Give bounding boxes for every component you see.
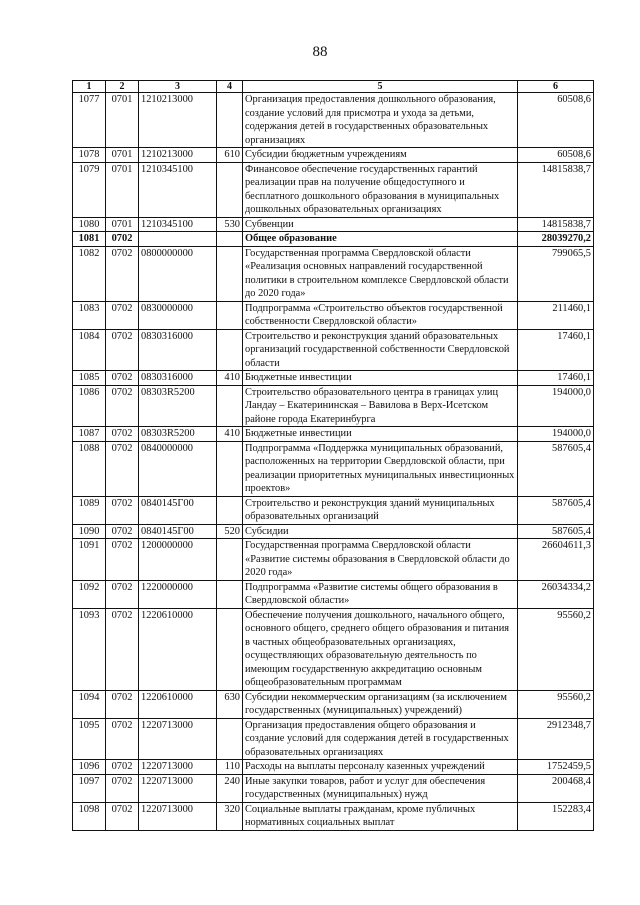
table-cell-c5: Расходы на выплаты персоналу казенных учреждений (243, 760, 518, 775)
table-cell-c2: 0702 (106, 774, 139, 802)
table-cell-c6: 587605,4 (518, 441, 594, 496)
table-cell-c5: Бюджетные инвестиции (243, 427, 518, 442)
table-cell-c2: 0701 (106, 162, 139, 217)
table-row (73, 427, 594, 442)
table-cell-c2: 0702 (106, 580, 139, 608)
table-cell-c6: 28039270,2 (518, 232, 594, 247)
table-cell-c3: 08303R5200 (139, 385, 217, 427)
table-cell-c1: 1082 (73, 246, 106, 301)
table-cell-c3: 1210345100 (139, 217, 217, 232)
table-cell-c1: 1096 (73, 760, 106, 775)
table-row (73, 385, 594, 427)
table-cell-c2: 0702 (106, 385, 139, 427)
table-cell-c3: 0830000000 (139, 301, 217, 329)
table-cell-c3: 0830316000 (139, 329, 217, 371)
table-cell-c5: Иные закупки товаров, работ и услуг для обеспечения государственных (муниципальных) нужд (243, 774, 518, 802)
table-cell-c4 (217, 232, 243, 247)
column-header: 6 (518, 81, 594, 93)
table-cell-c2: 0702 (106, 441, 139, 496)
table-cell-c6: 2912348,7 (518, 718, 594, 760)
table-cell-c1: 1083 (73, 301, 106, 329)
table-cell-c6: 799065,5 (518, 246, 594, 301)
table-cell-c2: 0701 (106, 93, 139, 148)
table-cell-c1: 1093 (73, 608, 106, 690)
table-row (73, 539, 594, 581)
table-cell-c2: 0702 (106, 232, 139, 247)
table-cell-c1: 1077 (73, 93, 106, 148)
table-cell-c5: Субвенции (243, 217, 518, 232)
table-cell-c3: 0830316000 (139, 371, 217, 386)
table-cell-c4: 530 (217, 217, 243, 232)
table-row (73, 580, 594, 608)
table-cell-c5: Организация предоставления дошкольного образования, создание условий для присмотра и ухода за детьми, содержания детей в государственных образовательных организациях (243, 93, 518, 148)
table-cell-c5: Подпрограмма «Поддержка муниципальных образований, расположенных на территории Свердловской области, при реализации приоритетных муниципальных инвестиционных проектов» (243, 441, 518, 496)
table-cell-c5: Общее образование (243, 232, 518, 247)
table-body (73, 93, 594, 831)
table-cell-c6: 26604611,3 (518, 539, 594, 581)
table-cell-c5: Субсидии бюджетным учреждениям (243, 148, 518, 163)
column-header: 2 (106, 81, 139, 93)
table-cell-c2: 0702 (106, 496, 139, 524)
table-cell-c4 (217, 496, 243, 524)
table-row (73, 93, 594, 148)
table-cell-c1: 1097 (73, 774, 106, 802)
table-cell-c4 (217, 93, 243, 148)
table-cell-c1: 1094 (73, 690, 106, 718)
table-cell-c1: 1086 (73, 385, 106, 427)
table-row (73, 774, 594, 802)
table-cell-c2: 0702 (106, 608, 139, 690)
table-cell-c5: Государственная программа Свердловской области «Реализация основных направлений государственной политики в строительном комплексе Свердловской области до 2020 года» (243, 246, 518, 301)
table-cell-c4: 320 (217, 802, 243, 830)
table-cell-c6: 200468,4 (518, 774, 594, 802)
table-row (73, 690, 594, 718)
table-cell-c1: 1098 (73, 802, 106, 830)
table-cell-c3: 0840000000 (139, 441, 217, 496)
table-cell-c2: 0702 (106, 301, 139, 329)
table-cell-c3: 08303R5200 (139, 427, 217, 442)
table-cell-c3: 1220713000 (139, 774, 217, 802)
table-cell-c6: 26034334,2 (518, 580, 594, 608)
table-cell-c3: 1220713000 (139, 802, 217, 830)
table-cell-c1: 1079 (73, 162, 106, 217)
table-row (73, 371, 594, 386)
table-cell-c2: 0701 (106, 148, 139, 163)
table-row (73, 148, 594, 163)
table-row (73, 232, 594, 247)
table-row (73, 760, 594, 775)
table-cell-c2: 0702 (106, 718, 139, 760)
column-header: 3 (139, 81, 217, 93)
budget-table (72, 80, 594, 831)
table-header-row (73, 81, 594, 93)
column-header: 5 (243, 81, 518, 93)
table-cell-c5: Социальные выплаты гражданам, кроме публичных нормативных социальных выплат (243, 802, 518, 830)
table-cell-c1: 1078 (73, 148, 106, 163)
table-row (73, 718, 594, 760)
table-cell-c5: Организация предоставления общего образования и создание условий для содержания детей в государственных образовательных организациях (243, 718, 518, 760)
table-cell-c4: 110 (217, 760, 243, 775)
table-cell-c4 (217, 608, 243, 690)
table-cell-c3: 1220610000 (139, 690, 217, 718)
table-cell-c3: 1220000000 (139, 580, 217, 608)
table-cell-c2: 0702 (106, 690, 139, 718)
table-cell-c1: 1087 (73, 427, 106, 442)
column-header: 4 (217, 81, 243, 93)
table-cell-c1: 1088 (73, 441, 106, 496)
table-cell-c5: Строительство образовательного центра в границах улиц Ландау – Екатерининская – Вавилова в Верх-Исетском районе города Екатеринбурга (243, 385, 518, 427)
table-cell-c6: 95560,2 (518, 608, 594, 690)
table-cell-c4 (217, 718, 243, 760)
table-cell-c4: 410 (217, 427, 243, 442)
table-cell-c2: 0702 (106, 427, 139, 442)
table-cell-c5: Финансовое обеспечение государственных гарантий реализации прав на получение общедоступного и бесплатного дошкольного образования в муниципальных дошкольных образовательных организациях (243, 162, 518, 217)
table-cell-c5: Подпрограмма «Развитие системы общего образования в Свердловской области» (243, 580, 518, 608)
table-cell-c6: 194000,0 (518, 427, 594, 442)
table-cell-c3 (139, 232, 217, 247)
table-cell-c6: 587605,4 (518, 524, 594, 539)
table-row (73, 162, 594, 217)
table-cell-c1: 1081 (73, 232, 106, 247)
table-cell-c4 (217, 539, 243, 581)
table-cell-c6: 211460,1 (518, 301, 594, 329)
table-cell-c5: Строительство и реконструкция зданий образовательных организаций государственной собственности Свердловской области (243, 329, 518, 371)
table-cell-c5: Субсидии некоммерческим организациям (за исключением государственных (муниципальных) учреждений) (243, 690, 518, 718)
table-cell-c5: Субсидии (243, 524, 518, 539)
table-cell-c1: 1084 (73, 329, 106, 371)
table-cell-c3: 1210345100 (139, 162, 217, 217)
table-cell-c6: 17460,1 (518, 371, 594, 386)
table-cell-c2: 0702 (106, 371, 139, 386)
table-cell-c3: 1220713000 (139, 718, 217, 760)
table-cell-c6: 60508,6 (518, 93, 594, 148)
table-cell-c3: 0800000000 (139, 246, 217, 301)
table-cell-c6: 14815838,7 (518, 162, 594, 217)
table-cell-c3: 1220713000 (139, 760, 217, 775)
table-cell-c1: 1095 (73, 718, 106, 760)
table-cell-c4: 240 (217, 774, 243, 802)
table-cell-c6: 194000,0 (518, 385, 594, 427)
table-row (73, 802, 594, 830)
table-cell-c4: 630 (217, 690, 243, 718)
table-cell-c5: Подпрограмма «Строительство объектов государственной собственности Свердловской области» (243, 301, 518, 329)
table-cell-c6: 587605,4 (518, 496, 594, 524)
table-cell-c6: 17460,1 (518, 329, 594, 371)
table-cell-c4 (217, 441, 243, 496)
table-cell-c1: 1090 (73, 524, 106, 539)
table-cell-c6: 60508,6 (518, 148, 594, 163)
table-cell-c1: 1089 (73, 496, 106, 524)
table-cell-c6: 95560,2 (518, 690, 594, 718)
table-cell-c4 (217, 580, 243, 608)
table-cell-c5: Обеспечение получения дошкольного, начального общего, основного общего, среднего общего образования и питания в частных общеобразовательных организациях, осуществляющих образовательную деятельность по имеющим государственную аккредитацию основным общеобразовательным программам (243, 608, 518, 690)
table-cell-c5: Бюджетные инвестиции (243, 371, 518, 386)
table-cell-c4: 520 (217, 524, 243, 539)
table-cell-c3: 1210213000 (139, 148, 217, 163)
table-cell-c1: 1085 (73, 371, 106, 386)
table-cell-c6: 1752459,5 (518, 760, 594, 775)
table-cell-c3: 1210213000 (139, 93, 217, 148)
table-cell-c2: 0702 (106, 246, 139, 301)
table-cell-c2: 0702 (106, 802, 139, 830)
table-cell-c4 (217, 301, 243, 329)
table-cell-c4 (217, 246, 243, 301)
table-row (73, 301, 594, 329)
table-cell-c3: 1220610000 (139, 608, 217, 690)
table-cell-c1: 1080 (73, 217, 106, 232)
table-cell-c2: 0701 (106, 217, 139, 232)
table-cell-c6: 152283,4 (518, 802, 594, 830)
table-cell-c5: Государственная программа Свердловской области «Развитие системы образования в Свердловской области до 2020 года» (243, 539, 518, 581)
table-cell-c2: 0702 (106, 524, 139, 539)
table-cell-c1: 1092 (73, 580, 106, 608)
table-cell-c4 (217, 162, 243, 217)
table-row (73, 608, 594, 690)
table-cell-c3: 1200000000 (139, 539, 217, 581)
column-header: 1 (73, 81, 106, 93)
table-cell-c3: 0840145Г00 (139, 496, 217, 524)
table-cell-c2: 0702 (106, 329, 139, 371)
table-cell-c2: 0702 (106, 539, 139, 581)
table-cell-c3: 0840145Г00 (139, 524, 217, 539)
table-cell-c6: 14815838,7 (518, 217, 594, 232)
table-cell-c4 (217, 329, 243, 371)
table-row (73, 246, 594, 301)
table-cell-c4: 410 (217, 371, 243, 386)
table-row (73, 524, 594, 539)
table-row (73, 496, 594, 524)
table-cell-c4 (217, 385, 243, 427)
table-cell-c2: 0702 (106, 760, 139, 775)
table-row (73, 329, 594, 371)
table-cell-c1: 1091 (73, 539, 106, 581)
page-number: 88 (312, 44, 328, 60)
table-cell-c4: 610 (217, 148, 243, 163)
table-cell-c5: Строительство и реконструкция зданий муниципальных образовательных организаций (243, 496, 518, 524)
table-row (73, 217, 594, 232)
table-row (73, 441, 594, 496)
